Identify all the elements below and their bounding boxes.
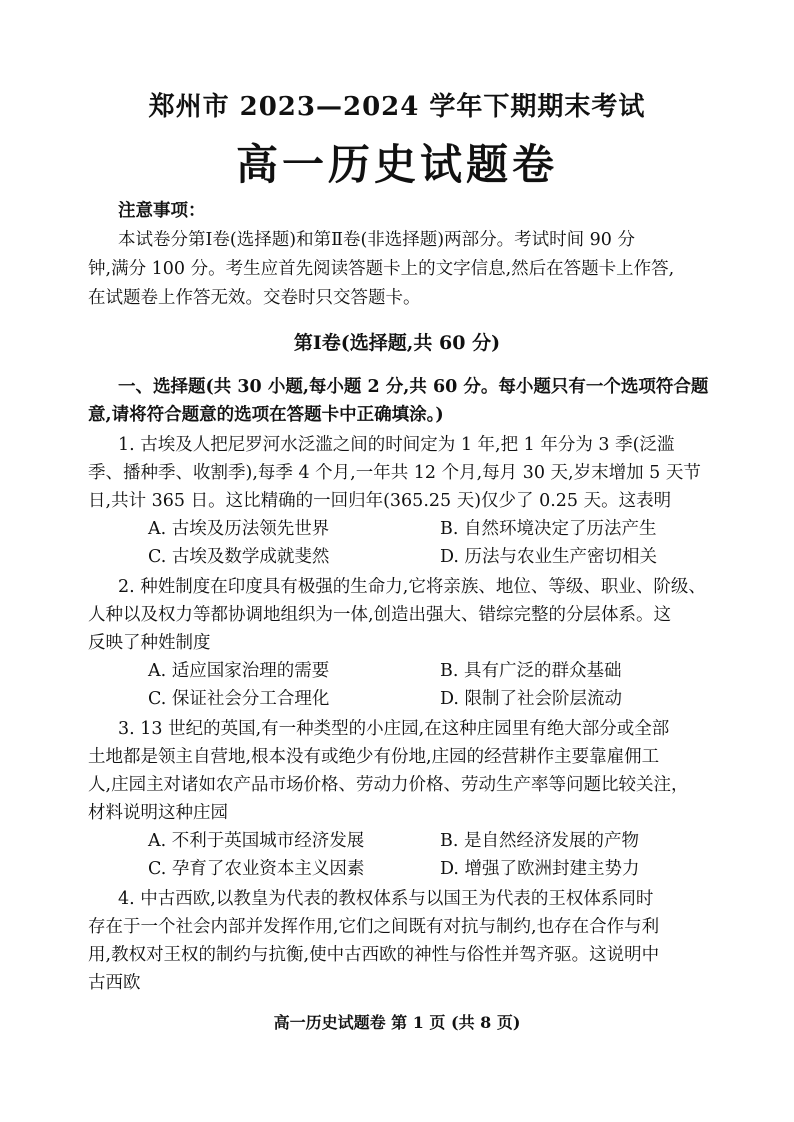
question-2-option-a: A. 适应国家治理的需要 [148, 661, 330, 681]
question-2-stem: 反映了种姓制度 [88, 633, 211, 653]
question-1-option-b: B. 自然环境决定了历法产生 [440, 519, 657, 539]
question-1-stem: 1. 古埃及人把尼罗河水泛滥之间的时间定为 1 年,把 1 年分为 3 季(泛滥 [118, 435, 675, 455]
exam-subtitle: 高一历史试题卷 [235, 140, 558, 189]
question-1-option-a: A. 古埃及历法领先世界 [148, 519, 330, 539]
question-2-option-c: C. 保证社会分工合理化 [148, 689, 330, 709]
question-3-option-b: B. 是自然经济发展的产物 [440, 831, 639, 851]
question-2-option-b: B. 具有广泛的群众基础 [440, 661, 622, 681]
question-3-stem: 材料说明这种庄园 [88, 803, 228, 823]
question-1-stem: 季、播种季、收割季),每季 4 个月,一年共 12 个月,每月 30 天,岁末增加 5 天节 [88, 463, 701, 483]
question-2-stem: 人种以及权力等都协调地组织为一体,创造出强大、错综完整的分层体系。这 [88, 605, 672, 625]
notice-line: 在试题卷上作答无效。交卷时只交答题卡。 [88, 288, 421, 308]
question-3-stem: 土地都是领主自营地,根本没有或绝少有份地,庄园的经营耕作主要靠雇佣工 [88, 747, 660, 767]
notice-heading: 注意事项： [118, 201, 206, 221]
question-3-stem: 人,庄园主对诸如农产品市场价格、劳动力价格、劳动生产率等问题比较关注， [88, 775, 689, 795]
question-4-stem: 古西欧 [88, 973, 141, 993]
section-instructions: 一、选择题(共 30 小题,每小题 2 分,共 60 分。每小题只有一个选项符合题 [118, 377, 709, 397]
question-2-option-d: D. 限制了社会阶层流动 [440, 689, 623, 709]
notice-line: 钟,满分 100 分。考生应首先阅读答题卡上的文字信息,然后在答题卡上作答, [88, 259, 675, 279]
question-2-stem: 2. 种姓制度在印度具有极强的生命力,它将亲族、地位、等级、职业、阶级、 [118, 577, 706, 597]
question-3-option-a: A. 不利于英国城市经济发展 [148, 831, 365, 851]
question-4-stem: 存在于一个社会内部并发挥作用,它们之间既有对抗与制约,也存在合作与利 [88, 917, 660, 937]
page-footer: 高一历史试题卷 第 1 页 (共 8 页) [273, 1013, 521, 1032]
exam-title: 郑州市 2023—2024 学年下期期末考试 [148, 92, 646, 122]
question-1-option-c: C. 古埃及数学成就斐然 [148, 547, 330, 567]
question-3-option-d: D. 增强了欧洲封建主势力 [440, 859, 640, 879]
question-4-stem: 4. 中古西欧,以教皇为代表的教权体系与以国王为代表的王权体系同时 [118, 889, 654, 909]
section-instructions: 意,请将符合题意的选项在答题卡中正确填涂。) [88, 405, 444, 425]
question-1-option-d: D. 历法与农业生产密切相关 [440, 547, 658, 567]
question-4-stem: 用,教权对王权的制约与抗衡,使中古西欧的神性与俗性并驾齐驱。这说明中 [88, 945, 660, 965]
section-title: 第Ⅰ卷(选择题,共 60 分) [293, 332, 501, 354]
question-1-stem: 日,共计 365 日。这比精确的一回归年(365.25 天)仅少了 0.25 天。这表明 [88, 491, 672, 511]
notice-line: 本试卷分第Ⅰ卷(选择题)和第Ⅱ卷(非选择题)两部分。考试时间 90 分 [118, 230, 636, 250]
question-3-stem: 3. 13 世纪的英国,有一种类型的小庄园,在这种庄园里有绝大部分或全部 [118, 719, 670, 739]
question-3-option-c: C. 孕育了农业资本主义因素 [148, 859, 365, 879]
